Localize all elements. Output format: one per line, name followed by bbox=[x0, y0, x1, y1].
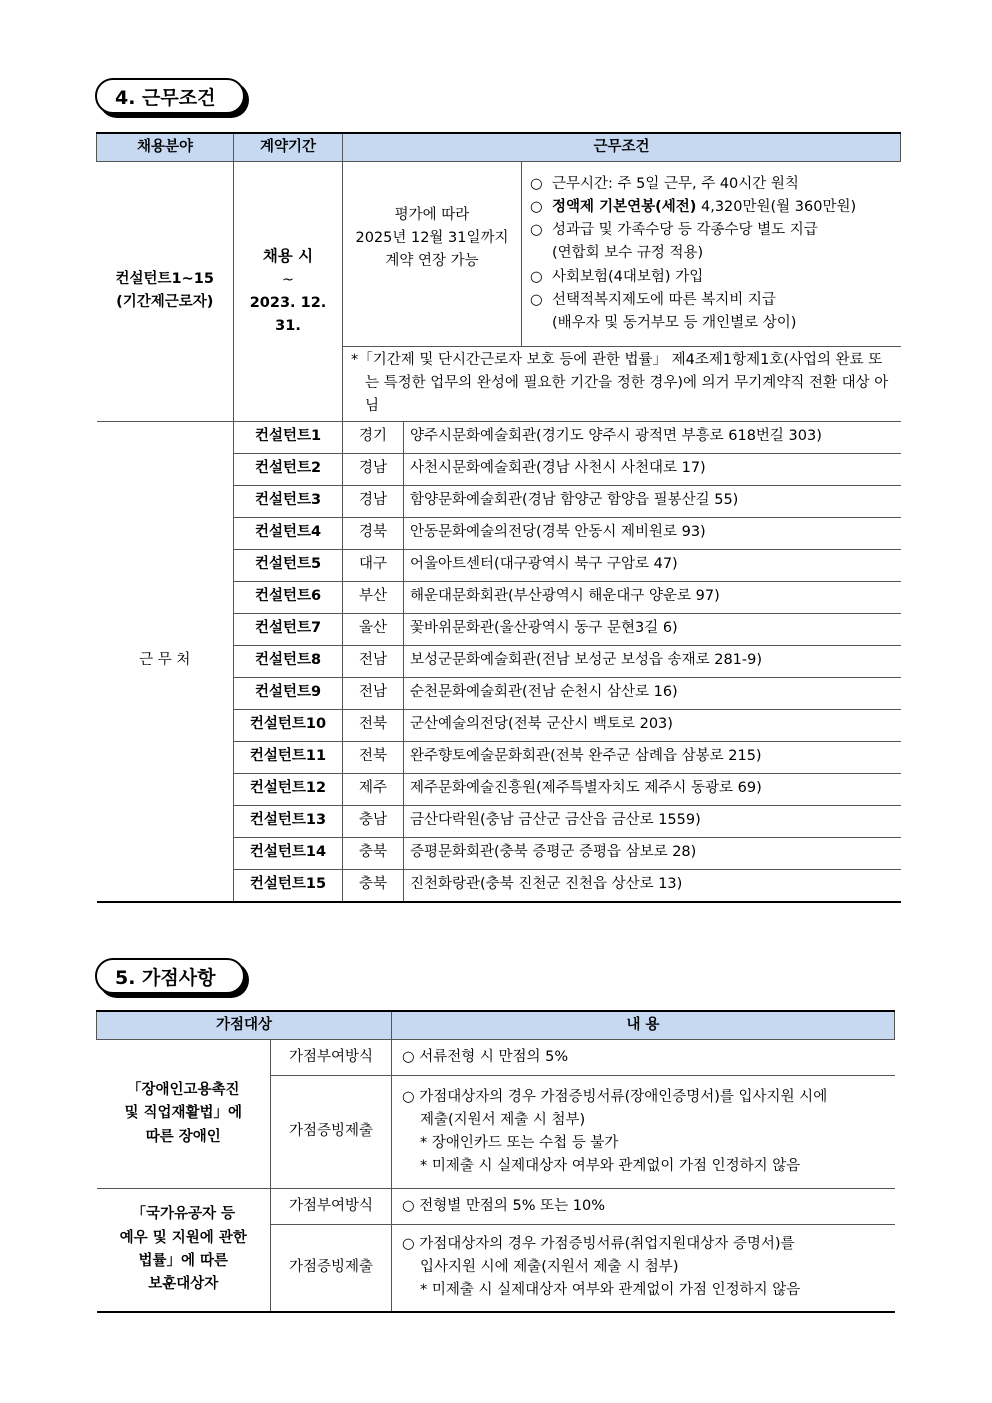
location-place: 양주시문화예술회관(경기도 양주시 광적면 부흥로 618번길 303) bbox=[404, 421, 901, 453]
location-place: 함양문화예술회관(경남 함양군 함양읍 필봉산길 55) bbox=[404, 485, 901, 517]
proof-content: ○ 가점대상자의 경우 가점증빙서류(취업지원대상자 증명서)를 입사지원 시에 제출(지원서 제출 시 첨부) * 미제출 시 실제대상자 여부와 관계없이 가점 인정하지 않음 bbox=[392, 1225, 895, 1312]
location-name: 컨설턴트8 bbox=[234, 645, 343, 677]
period-cell: 채용 시 ~ 2023. 12. 31. bbox=[234, 162, 343, 422]
condition-item: (배우자 및 동거부모 등 개인별로 상이) bbox=[552, 314, 797, 331]
section-4-title: 4. 근무조건 bbox=[95, 78, 245, 114]
location-place: 어울아트센터(대구광역시 북구 구암로 47) bbox=[404, 549, 901, 581]
location-place: 순천문화예술회관(전남 순천시 삼산로 16) bbox=[404, 677, 901, 709]
location-place: 꽃바위문화관(울산광역시 동구 문현3길 6) bbox=[404, 613, 901, 645]
header-field: 채용분야 bbox=[97, 133, 234, 162]
location-name: 컨설턴트15 bbox=[234, 869, 343, 902]
header-conditions: 근무조건 bbox=[343, 133, 901, 162]
location-region: 전북 bbox=[343, 709, 404, 741]
header-period: 계약기간 bbox=[234, 133, 343, 162]
location-region: 충북 bbox=[343, 869, 404, 902]
location-name: 컨설턴트4 bbox=[234, 517, 343, 549]
location-place: 안동문화예술의전당(경북 안동시 제비원로 93) bbox=[404, 517, 901, 549]
condition-item: (연합회 보수 규정 적용) bbox=[552, 245, 704, 262]
location-region: 전남 bbox=[343, 645, 404, 677]
condition-item: ○ 사회보험(4대보험) 가입 bbox=[530, 268, 704, 285]
location-place: 사천시문화예술회관(경남 사천시 사천대로 17) bbox=[404, 453, 901, 485]
method-text: ○ 전형별 만점의 5% 또는 10% bbox=[392, 1189, 895, 1225]
workplace-label: 근 무 처 bbox=[97, 421, 234, 902]
location-region: 충남 bbox=[343, 805, 404, 837]
condition-item: ○ 성과급 및 가족수당 등 각종수당 별도 지급 bbox=[530, 222, 818, 239]
location-region: 전북 bbox=[343, 741, 404, 773]
location-region: 경북 bbox=[343, 517, 404, 549]
field-cell: 컨설턴트1∼15 (기간제근로자) bbox=[97, 162, 234, 422]
header-content: 내 용 bbox=[392, 1011, 895, 1040]
location-region: 경남 bbox=[343, 485, 404, 517]
target-veterans: 「국가유공자 등 예우 및 지원에 관한 법률」에 따른 보훈대상자 bbox=[97, 1189, 271, 1312]
method-text: ○ 서류전형 시 만점의 5% bbox=[392, 1040, 895, 1076]
extension-cell: 평가에 따라 2025년 12월 31일까지 계약 연장 가능 bbox=[343, 162, 522, 347]
location-place: 완주향토예술문화회관(전북 완주군 삼례읍 삼봉로 215) bbox=[404, 741, 901, 773]
condition-item: ○ 선택적복지제도에 따른 복지비 지급 bbox=[530, 291, 776, 308]
conversion-note: *「기간제 및 단시간근로자 보호 등에 관한 법률」 제4조제1항제1호(사업의 완료 또는 특정한 업무의 완성에 필요한 기간을 정한 경우)에 의거 무기계약직 전환 대상 아님 bbox=[343, 347, 901, 422]
location-name: 컨설턴트13 bbox=[234, 805, 343, 837]
location-name: 컨설턴트10 bbox=[234, 709, 343, 741]
location-region: 전남 bbox=[343, 677, 404, 709]
location-place: 해운대문화회관(부산광역시 해운대구 양운로 97) bbox=[404, 581, 901, 613]
location-region: 경기 bbox=[343, 421, 404, 453]
location-place: 제주문화예술진흥원(제주특별자치도 제주시 동광로 69) bbox=[404, 773, 901, 805]
condition-item: ○ 정액제 기본연봉(세전) 4,320만원(월 360만원) bbox=[530, 199, 857, 216]
condition-item: ○ 근무시간: 주 5일 근무, 주 40시간 원칙 bbox=[530, 175, 799, 192]
location-name: 컨설턴트1 bbox=[234, 421, 343, 453]
conditions-list bbox=[530, 173, 893, 335]
method-label: 가점부여방식 bbox=[271, 1189, 392, 1225]
location-region: 부산 bbox=[343, 581, 404, 613]
location-name: 컨설턴트5 bbox=[234, 549, 343, 581]
work-conditions-table bbox=[96, 132, 901, 903]
location-region: 대구 bbox=[343, 549, 404, 581]
location-name: 컨설턴트6 bbox=[234, 581, 343, 613]
method-label: 가점부여방식 bbox=[271, 1040, 392, 1076]
location-place: 보성군문화예술회관(전남 보성군 보성읍 송재로 281-9) bbox=[404, 645, 901, 677]
proof-label: 가점증빙제출 bbox=[271, 1225, 392, 1312]
location-place: 금산다락원(충남 금산군 금산읍 금산로 1559) bbox=[404, 805, 901, 837]
location-region: 충북 bbox=[343, 837, 404, 869]
location-region: 경남 bbox=[343, 453, 404, 485]
location-name: 컨설턴트14 bbox=[234, 837, 343, 869]
location-name: 컨설턴트11 bbox=[234, 741, 343, 773]
location-region: 제주 bbox=[343, 773, 404, 805]
target-disabled: 「장애인고용촉진 및 직업재활법」에 따른 장애인 bbox=[97, 1040, 271, 1189]
section-5-title: 5. 가점사항 bbox=[95, 958, 245, 994]
location-name: 컨설턴트3 bbox=[234, 485, 343, 517]
location-place: 진천화랑관(충북 진천군 진천읍 상산로 13) bbox=[404, 869, 901, 902]
location-name: 컨설턴트9 bbox=[234, 677, 343, 709]
proof-label: 가점증빙제출 bbox=[271, 1076, 392, 1189]
location-name: 컨설턴트7 bbox=[234, 613, 343, 645]
location-name: 컨설턴트2 bbox=[234, 453, 343, 485]
header-target: 가점대상 bbox=[97, 1011, 392, 1040]
location-region: 울산 bbox=[343, 613, 404, 645]
location-place: 증평문화회관(충북 증평군 증평읍 삼보로 28) bbox=[404, 837, 901, 869]
conditions-cell bbox=[522, 162, 901, 347]
location-place: 군산예술의전당(전북 군산시 백토로 203) bbox=[404, 709, 901, 741]
proof-content: ○ 가점대상자의 경우 가점증빙서류(장애인증명서)를 입사지원 시에 제출(지원서 제출 시 첨부) * 장애인카드 또는 수첩 등 불가 * 미제출 시 실제대상자 여부와 관계없이 가점 인정하지 않음 bbox=[392, 1076, 895, 1189]
location-name: 컨설턴트12 bbox=[234, 773, 343, 805]
bonus-points-table bbox=[96, 1010, 895, 1313]
